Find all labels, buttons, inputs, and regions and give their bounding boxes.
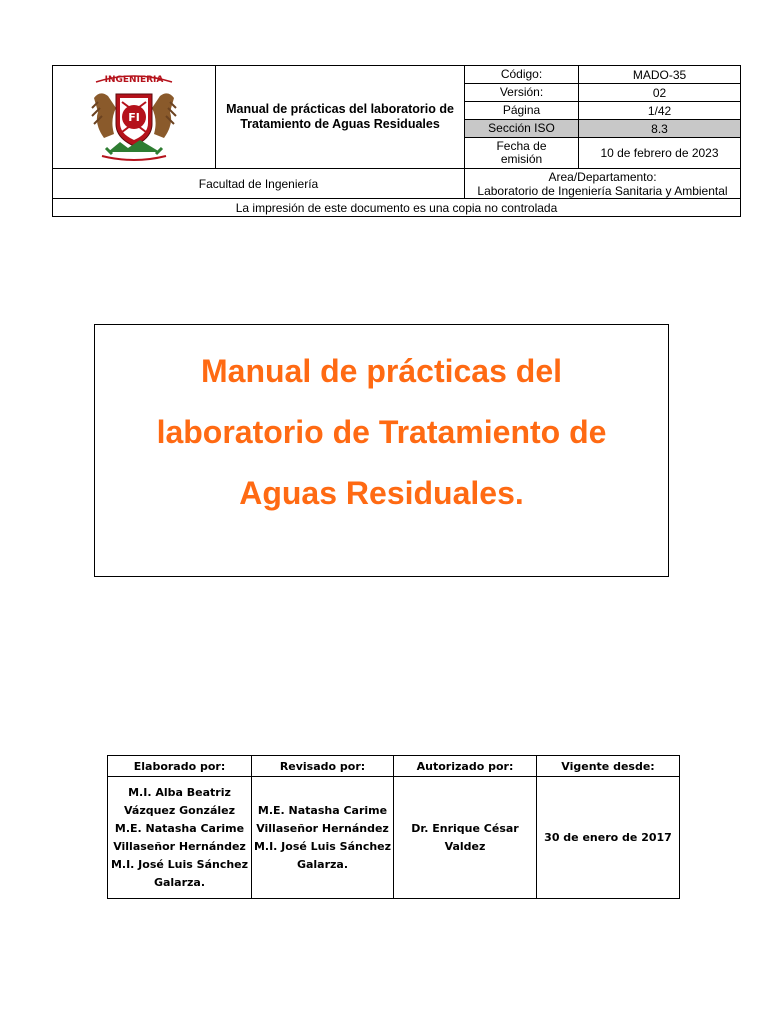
area-label: Area/Departamento: [548, 169, 657, 184]
title-line3: Aguas Residuales. [239, 475, 524, 511]
vigente-value: 30 de enero de 2017 [537, 777, 680, 899]
title-line2: laboratorio de Tratamiento de [156, 414, 607, 450]
title-box [94, 324, 669, 577]
autorizado-line: Dr. Enrique César [411, 821, 519, 835]
elaborado-line: M.I. Alba Beatriz [128, 785, 231, 799]
elaborado-cell [108, 777, 252, 899]
autorizado-cell [394, 777, 537, 899]
area-cell [465, 169, 741, 199]
manual-title-line1: Manual de prácticas del laboratorio de [226, 102, 454, 116]
fecha-value: 10 de febrero de 2023 [579, 138, 741, 169]
revisado-cell [252, 777, 394, 899]
version-label: Versión: [465, 84, 579, 102]
logo-letters: FI [128, 110, 140, 124]
fecha-label-cell [465, 138, 579, 169]
elaborado-line: Galarza. [153, 875, 206, 889]
document-header-table [52, 65, 741, 217]
pagina-label: Página [465, 102, 579, 120]
signatures-table [107, 755, 680, 899]
manual-title-line2: Tratamiento de Aguas Residuales [240, 117, 440, 131]
autorizado-header: Autorizado por: [394, 756, 537, 777]
version-value: 02 [579, 84, 741, 102]
copy-notice: La impresión de este documento es una copia no controlada [53, 199, 741, 217]
revisado-line: M.I. José Luis Sánchez [253, 839, 392, 853]
elaborado-header: Elaborado por: [108, 756, 252, 777]
manual-title-cell [216, 66, 465, 169]
unam-engineering-logo [86, 68, 182, 164]
revisado-line: Galarza. [296, 857, 349, 871]
vigente-header: Vigente desde: [537, 756, 680, 777]
seccion-iso-value: 8.3 [579, 120, 741, 138]
area-value: Laboratorio de Ingeniería Sanitaria y Ambiental [477, 183, 728, 198]
facultad-cell: Facultad de Ingeniería [53, 169, 465, 199]
seccion-iso-label: Sección ISO [465, 120, 579, 138]
logo-text: INGENIERIA [104, 74, 164, 85]
pagina-value: 1/42 [579, 102, 741, 120]
revisado-line: M.E. Natasha Carime [257, 803, 388, 817]
codigo-value: MADO-35 [579, 66, 741, 84]
fecha-label-line2: emisión [500, 152, 543, 166]
fecha-label-line1: Fecha de [496, 139, 547, 153]
title-line1: Manual de prácticas del [200, 353, 562, 389]
elaborado-line: M.I. José Luis Sánchez [110, 857, 249, 871]
logo-cell [53, 66, 216, 169]
elaborado-line: Vázquez González [123, 803, 235, 817]
elaborado-line: M.E. Natasha Carime [114, 821, 245, 835]
autorizado-line: Valdez [444, 839, 486, 853]
elaborado-line: Villaseñor Hernández [113, 839, 246, 853]
codigo-label: Código: [465, 66, 579, 84]
revisado-header: Revisado por: [252, 756, 394, 777]
revisado-line: Villaseñor Hernández [256, 821, 389, 835]
title-lines [95, 341, 668, 524]
